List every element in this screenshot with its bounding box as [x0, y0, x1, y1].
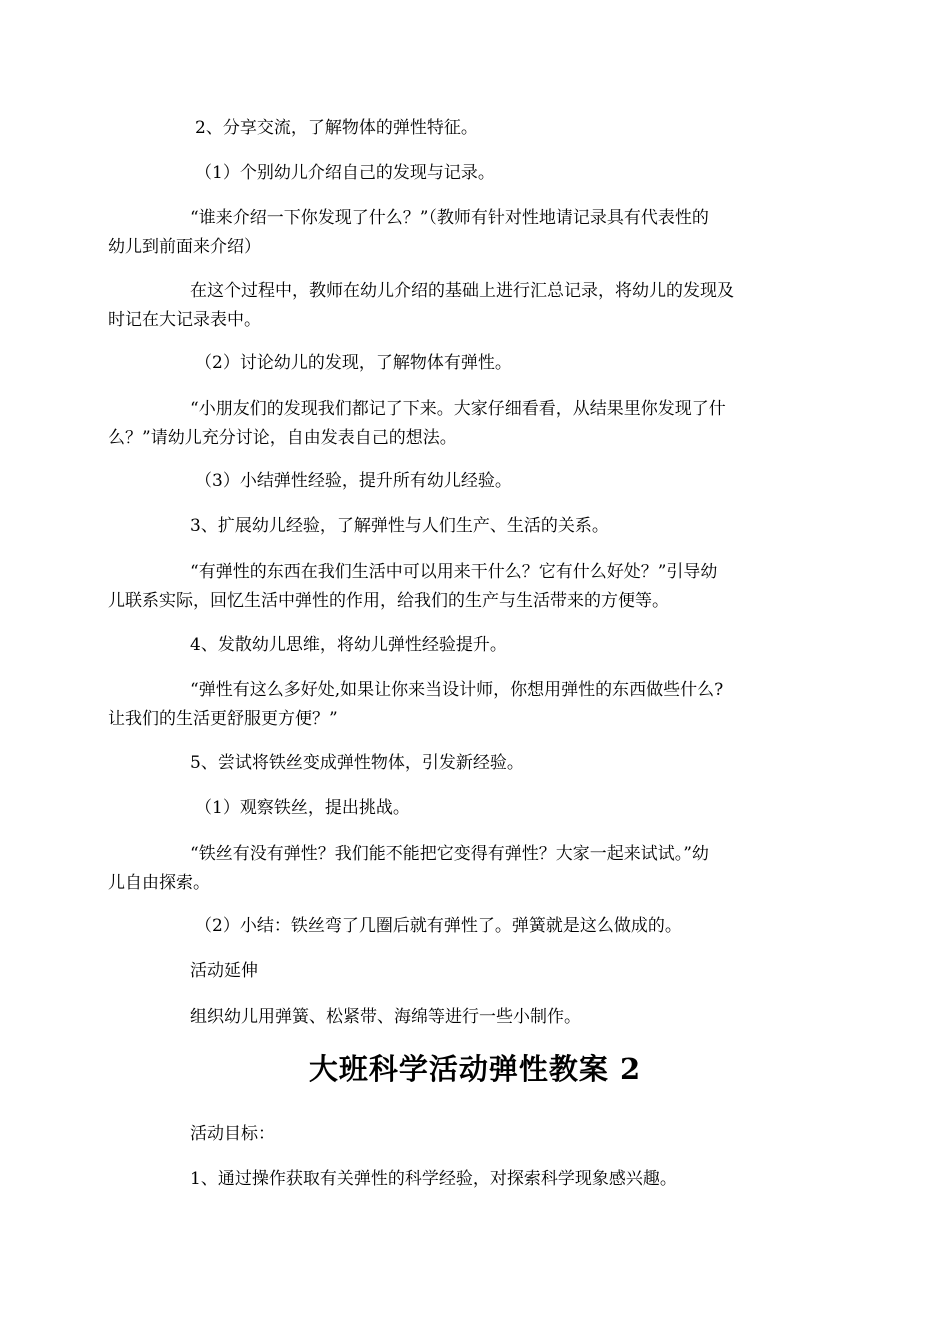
- paragraph-step-2-3: （3）小结弹性经验，提升所有幼儿经验。: [195, 471, 512, 491]
- paragraph-step-2-2: （2）讨论幼儿的发现，了解物体有弹性。: [195, 353, 512, 373]
- paragraph-step-5-1: （1）观察铁丝，提出挑战。: [195, 798, 410, 818]
- paragraph-teacher-record: [108, 277, 840, 335]
- paragraph-extension-detail: 组织幼儿用弹簧、松紧带、海绵等进行一些小制作。: [190, 1007, 581, 1027]
- paragraph-quote-introduce: [108, 204, 840, 262]
- paragraph-line-2: 儿自由探索。: [108, 873, 210, 893]
- paragraph-line-2: 么？”请幼儿充分讨论，自由发表自己的想法。: [108, 428, 457, 448]
- paragraph-line-2: 幼儿到前面来介绍）: [108, 237, 261, 257]
- paragraph-step-5: 5、尝试将铁丝变成弹性物体，引发新经验。: [190, 753, 524, 773]
- paragraph-step-5-2: （2）小结：铁丝弯了几圈后就有弹性了。弹簧就是这么做成的。: [195, 916, 682, 936]
- paragraph-quote-discuss: [108, 395, 840, 453]
- paragraph-line-2: 让我们的生活更舒服更方便？”: [108, 709, 338, 729]
- paragraph-quote-designer: [108, 676, 840, 734]
- paragraph-line-1: “弹性有这么多好处,如果让你来当设计师，你想用弹性的东西做些什么?: [190, 680, 724, 700]
- paragraph-step-2-1: （1）个别幼儿介绍自己的发现与记录。: [195, 163, 495, 183]
- paragraph-line-1: 在这个过程中，教师在幼儿介绍的基础上进行汇总记录，将幼儿的发现及: [190, 281, 734, 301]
- paragraph-step-4: 4、发散幼儿思维，将幼儿弹性经验提升。: [190, 635, 507, 655]
- paragraph-line-1: “铁丝有没有弹性？我们能不能把它变得有弹性？大家一起来试试。”幼: [190, 844, 709, 864]
- paragraph-activity-goals: 活动目标：: [190, 1124, 275, 1144]
- paragraph-line-1: “有弹性的东西在我们生活中可以用来干什么？它有什么好处？”引导幼: [190, 562, 718, 582]
- paragraph-activity-extension: 活动延伸: [190, 961, 258, 981]
- paragraph-step-2: 2、分享交流，了解物体的弹性特征。: [195, 118, 478, 138]
- paragraph-step-3: 3、扩展幼儿经验，了解弹性与人们生产、生活的关系。: [190, 516, 609, 536]
- paragraph-line-1: “小朋友们的发现我们都记了下来。大家仔细看看，从结果里你发现了什: [190, 399, 726, 419]
- paragraph-goal-1: 1、通过操作获取有关弹性的科学经验，对探索科学现象感兴趣。: [190, 1169, 677, 1189]
- paragraph-line-2: 时记在大记录表中。: [108, 310, 261, 330]
- paragraph-line-2: 儿联系实际，回忆生活中弹性的作用，给我们的生产与生活带来的方便等。: [108, 591, 669, 611]
- paragraph-quote-usage: [108, 558, 840, 616]
- paragraph-quote-wire: [108, 840, 840, 898]
- paragraph-line-1: “谁来介绍一下你发现了什么？”（教师有针对性地请记录具有代表性的: [190, 208, 709, 228]
- section-title: 大班科学活动弹性教案 2: [308, 1052, 642, 1086]
